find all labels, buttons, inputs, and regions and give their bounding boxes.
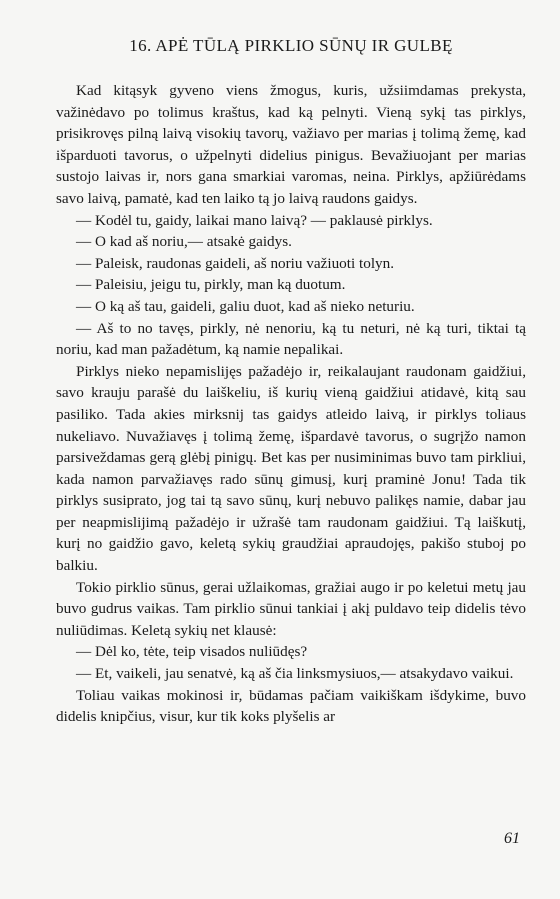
dialogue-line: — O ką aš tau, gaideli, galiu duot, kad aš nieko neturiu. (76, 297, 415, 315)
dialogue-line: — Dėl ko, tėte, teip visados nuliūdęs? (76, 643, 308, 661)
dialogue-line: — Paleisiu, jeigu tu, pirkly, man ką duotum. (76, 276, 346, 294)
paragraph: Toliau vaikas mokinosi ir, būdamas pačiam vaikiškam išdykime, buvo didelis knipčius, visur, kur tik koks plyšelis ar (56, 686, 526, 726)
dialogue-line: — Kodėl tu, gaidy, laikai mano laivą? — paklausė pirklys. (76, 211, 433, 229)
paragraph: Pirklys nieko nepamislijęs pažadėjo ir, reikalaujant raudonam gaidžiui, savo krauju parašė du laiškeliu, iš kurių vieną gaidžiui atidavė, kitą sau pasiliko. Tada akies mirksnij tas gaidys atleido laivą, ir pirklys toliaus nukeliavo. Nuvažiavęs į tolimą žemę, išpardavė tavorus, o sugrįžo namon parsiveždamas gerą glėbį pinigų. Bet kas per nusiminimas buvo tam pirkliui, kada namon parvažiavęs rado sūnų gimusį, kurį praminė Jonu! Tada tik pirklys susiprato, jog tai tą savo sūnų, kurį nebuvo palikęs namie, dabar jau per neapmislijimą pažadėjo ir užrašė tam raudonam gaidžiui. Tą laiškutį, kurį no gaidžio gavo, keletą sykių graudžiai apraudojęs, pakišo stuboj po balkiu. (56, 362, 526, 575)
chapter-title: 16. APĖ TŪLĄ PIRKLIO SŪNŲ IR GULBĘ (129, 36, 453, 55)
dialogue-line: — Et, vaikeli, jau senatvė, ką aš čia linksmysiuos,— atsakydavo vaikui. (76, 665, 514, 683)
dialogue-line: — Aš to no tavęs, pirkly, nė nenoriu, ką tu neturi, nė ką turi, tiktai tą noriu, kad man pažadėtum, ką namie nepalikai. (56, 319, 526, 359)
paragraph: Kad kitąsyk gyveno viens žmogus, kuris, užsiimdamas prekysta, važinėdavo po tolimus kraštus, kad ką pelnyti. Vieną sykį tas pirklys, prisikrovęs pilną laivą visokių tavorų, važiavo per marias į tolimą žemę, kad išparduoti tavorus, o užpelnyti didelius pinigus. Bevažiuojant per marias sustojo laivas ir, nors gana smarkiai varomas, neina. Pirklys, apžiūrėdams savo laivą, pamatė, kad ten laiko tą jo laivą raudons gaidys. (56, 82, 526, 207)
dialogue-line: — O kad aš noriu,— atsakė gaidys. (76, 233, 292, 251)
page-number: 61 (504, 830, 520, 847)
paragraph: Tokio pirklio sūnus, gerai užlaikomas, gražiai augo ir po keletui metų jau buvo gudrus vaikas. Tam pirklio sūnui tankiai į akį puldavo teip didelis tėvo nuliūdimas. Keletą sykių net klausė: (56, 578, 526, 639)
dialogue-line: — Paleisk, raudonas gaideli, aš noriu važiuoti tolyn. (76, 254, 395, 272)
